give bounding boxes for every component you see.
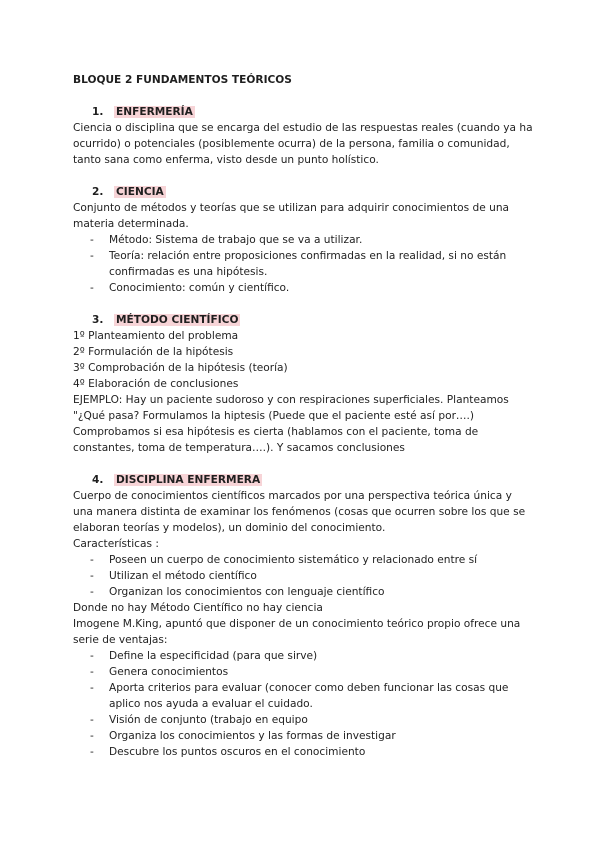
section-number: 1. — [92, 106, 104, 118]
list-item: - Poseen un cuerpo de conocimiento sistemático y relacionado entre sí — [73, 552, 533, 568]
section-number: 4. — [92, 474, 104, 486]
section-paragraph: Ciencia o disciplina que se encarga del estudio de las respuestas reales (cuando ya ha ocurrido) o potenciales (posiblemente ocurra) de la persona, familia o comunidad, tanto sana como enferma, visto desde un punto holístico. — [73, 122, 533, 166]
step-line: 1º Planteamiento del problema — [73, 330, 239, 342]
advantages-list — [73, 648, 533, 760]
list-item: - Método: Sistema de trabajo que se va a utilizar. — [73, 232, 533, 248]
section-heading-text: MÉTODO CIENTÍFICO — [116, 314, 239, 326]
step-line: 3º Comprobación de la hipótesis (teoría) — [73, 362, 288, 374]
section-heading-enfermeria — [73, 104, 533, 120]
section-heading-text: CIENCIA — [116, 186, 164, 198]
list-item: - Visión de conjunto (trabajo en equipo — [73, 712, 533, 728]
section-heading-disciplina-enfermera — [73, 472, 533, 488]
list-item: - Conocimiento: común y científico. — [73, 280, 533, 296]
list-item: - Descubre los puntos oscuros en el conocimiento — [73, 744, 533, 760]
list-item: - Organiza los conocimientos y las formas de investigar — [73, 728, 533, 744]
section-heading-text: ENFERMERÍA — [116, 106, 193, 118]
king-intro: Imogene M.King, apuntó que disponer de un conocimiento teórico propio ofrece una serie de ventajas: — [73, 618, 521, 646]
example-paragraph: EJEMPLO: Hay un paciente sudoroso y con respiraciones superficiales. Planteamos "¿Qué pasa? Formulamos la hiptesis (Puede que el paciente esté así por….) Comprobamos si esa hipótesis es cierta (hablamos con el paciente, toma de constantes, toma de temperatura….). Y sacamos conclusiones — [73, 394, 509, 454]
list-item: - Teoría: relación entre proposiciones confirmadas en la realidad, si no están confirmadas es una hipótesis. — [73, 248, 533, 280]
section-heading-text: DISCIPLINA ENFERMERA — [116, 474, 261, 486]
section-paragraph: Conjunto de métodos y teorías que se utilizan para adquirir conocimientos de una materia determinada. — [73, 202, 510, 230]
step-line: 4º Elaboración de conclusiones — [73, 378, 239, 390]
characteristics-list — [73, 552, 533, 600]
list-item: - Define la especificidad (para que sirve) — [73, 648, 533, 664]
document-title: BLOQUE 2 FUNDAMENTOS TEÓRICOS — [73, 74, 292, 86]
ciencia-list — [73, 232, 533, 296]
list-item: - Utilizan el método científico — [73, 568, 533, 584]
section-number: 2. — [92, 186, 104, 198]
section-paragraph: Cuerpo de conocimientos científicos marcados por una perspectiva teórica única y una manera distinta de examinar los fenómenos (cosas que ocurren sobre los que se elaboran teorías y modelos), un dominio del conocimiento. — [73, 490, 526, 534]
step-line: 2º Formulación de la hipótesis — [73, 346, 234, 358]
characteristics-label: Características : — [73, 538, 159, 550]
document-content — [73, 72, 533, 760]
section-heading-ciencia — [73, 184, 533, 200]
section-heading-metodo-cientifico — [73, 312, 533, 328]
list-item: - Organizan los conocimientos con lenguaje científico — [73, 584, 533, 600]
list-item: - Aporta criterios para evaluar (conocer como deben funcionar las cosas que aplico nos ayuda a evaluar el cuidado. — [73, 680, 533, 712]
section-number: 3. — [92, 314, 104, 326]
list-item: - Genera conocimientos — [73, 664, 533, 680]
note-line: Donde no hay Método Científico no hay ciencia — [73, 602, 323, 614]
